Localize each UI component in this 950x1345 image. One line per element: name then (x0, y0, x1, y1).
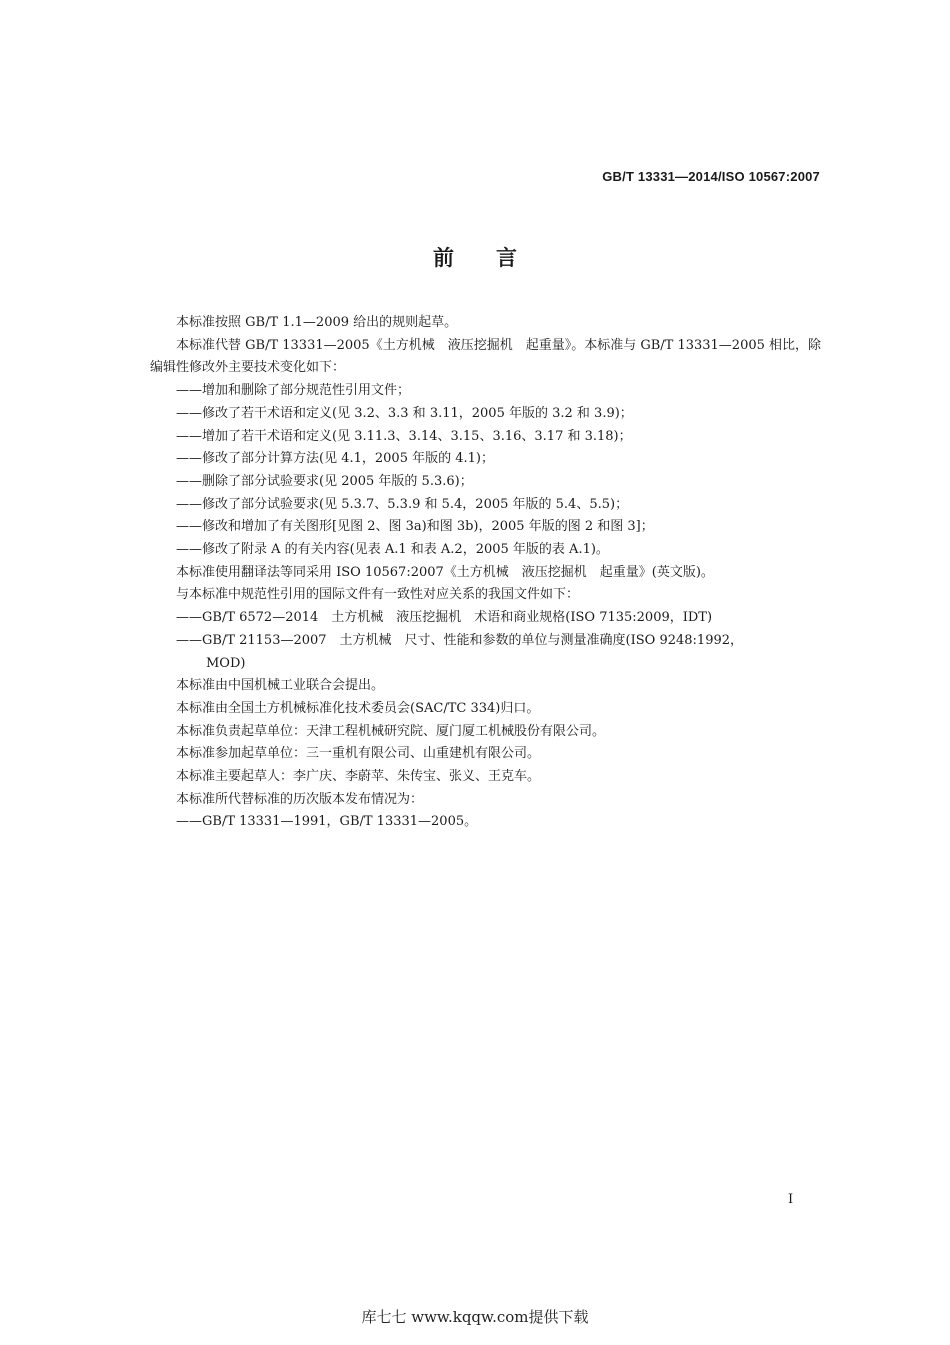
change-item: ——删除了部分试验要求(见 2005 年版的 5.3.6)； (176, 473, 473, 489)
change-item: ——修改了部分试验要求(见 5.3.7、5.3.9 和 5.4，2005 年版的 5.4、5.5)； (176, 496, 629, 512)
reference-item-continued: MOD) (206, 655, 246, 671)
change-item: ——增加和删除了部分规范性引用文件； (176, 383, 411, 399)
page-title (0, 242, 950, 272)
change-item: ——修改了附录 A 的有关内容(见表 A.1 和表 A.2，2005 年版的表 A.1)。 (176, 542, 609, 558)
paragraph-participating-drafters: 本标准参加起草单位：三一重机有限公司、山重建机有限公司。 (176, 746, 541, 762)
foreword-body (150, 312, 830, 834)
change-item: ——修改了若干术语和定义(见 3.2、3.3 和 3.11，2005 年版的 3.2 和 3.9)； (176, 405, 633, 421)
history-item: ——GB/T 13331—1991，GB/T 13331—2005。 (176, 814, 478, 830)
page-number: I (788, 1192, 794, 1207)
change-item: ——修改了部分计算方法(见 4.1，2005 年版的 4.1)； (176, 451, 494, 467)
standard-number: GB/T 13331—2014/ISO 10567:2007 (602, 169, 820, 184)
change-item: ——增加了若干术语和定义(见 3.11.3、3.14、3.15、3.16、3.17 和 3.18)； (176, 428, 632, 444)
paragraph-drafters: 本标准主要起草人：李广庆、李蔚苹、朱传宝、张义、王克车。 (176, 769, 541, 785)
reference-item: ——GB/T 6572—2014 土方机械 液压挖掘机 术语和商业规格(ISO 7135:2009，IDT) (176, 610, 713, 626)
paragraph-lead-drafters: 本标准负责起草单位：天津工程机械研究院、厦门厦工机械股份有限公司。 (176, 723, 606, 739)
paragraph-normative-refs: 与本标准中规范性引用的国际文件有一致性对应关系的我国文件如下： (176, 587, 580, 603)
change-item: ——修改和增加了有关图形[见图 2、图 3a)和图 3b)，2005 年版的图 2 和图 3]； (176, 519, 654, 535)
title-char-1: 前 (433, 246, 454, 270)
reference-item: ——GB/T 21153—2007 土方机械 尺寸、性能和参数的单位与测量准确度(ISO 9248:1992， (176, 632, 744, 648)
download-watermark: 库七七 www.kqqw.com提供下载 (361, 1308, 589, 1326)
title-char-2: 言 (496, 246, 517, 270)
paragraph-proposer: 本标准由中国机械工业联合会提出。 (176, 678, 385, 694)
paragraph-committee: 本标准由全国土方机械标准化技术委员会(SAC/TC 334)归口。 (176, 700, 540, 716)
paragraph-adoption: 本标准使用翻译法等同采用 ISO 10567:2007《土方机械 液压挖掘机 起重量》(英文版)。 (176, 564, 714, 580)
paragraph-history: 本标准所代替标准的历次版本发布情况为： (176, 791, 424, 807)
paragraph-replacement: 本标准代替 GB/T 13331—2005《土方机械 液压挖掘机 起重量》。本标准与 GB/T 13331—2005 相比，除编辑性修改外主要技术变化如下： (150, 337, 822, 376)
paragraph-drafting-rules: 本标准按照 GB/T 1.1—2009 给出的规则起草。 (176, 315, 458, 330)
